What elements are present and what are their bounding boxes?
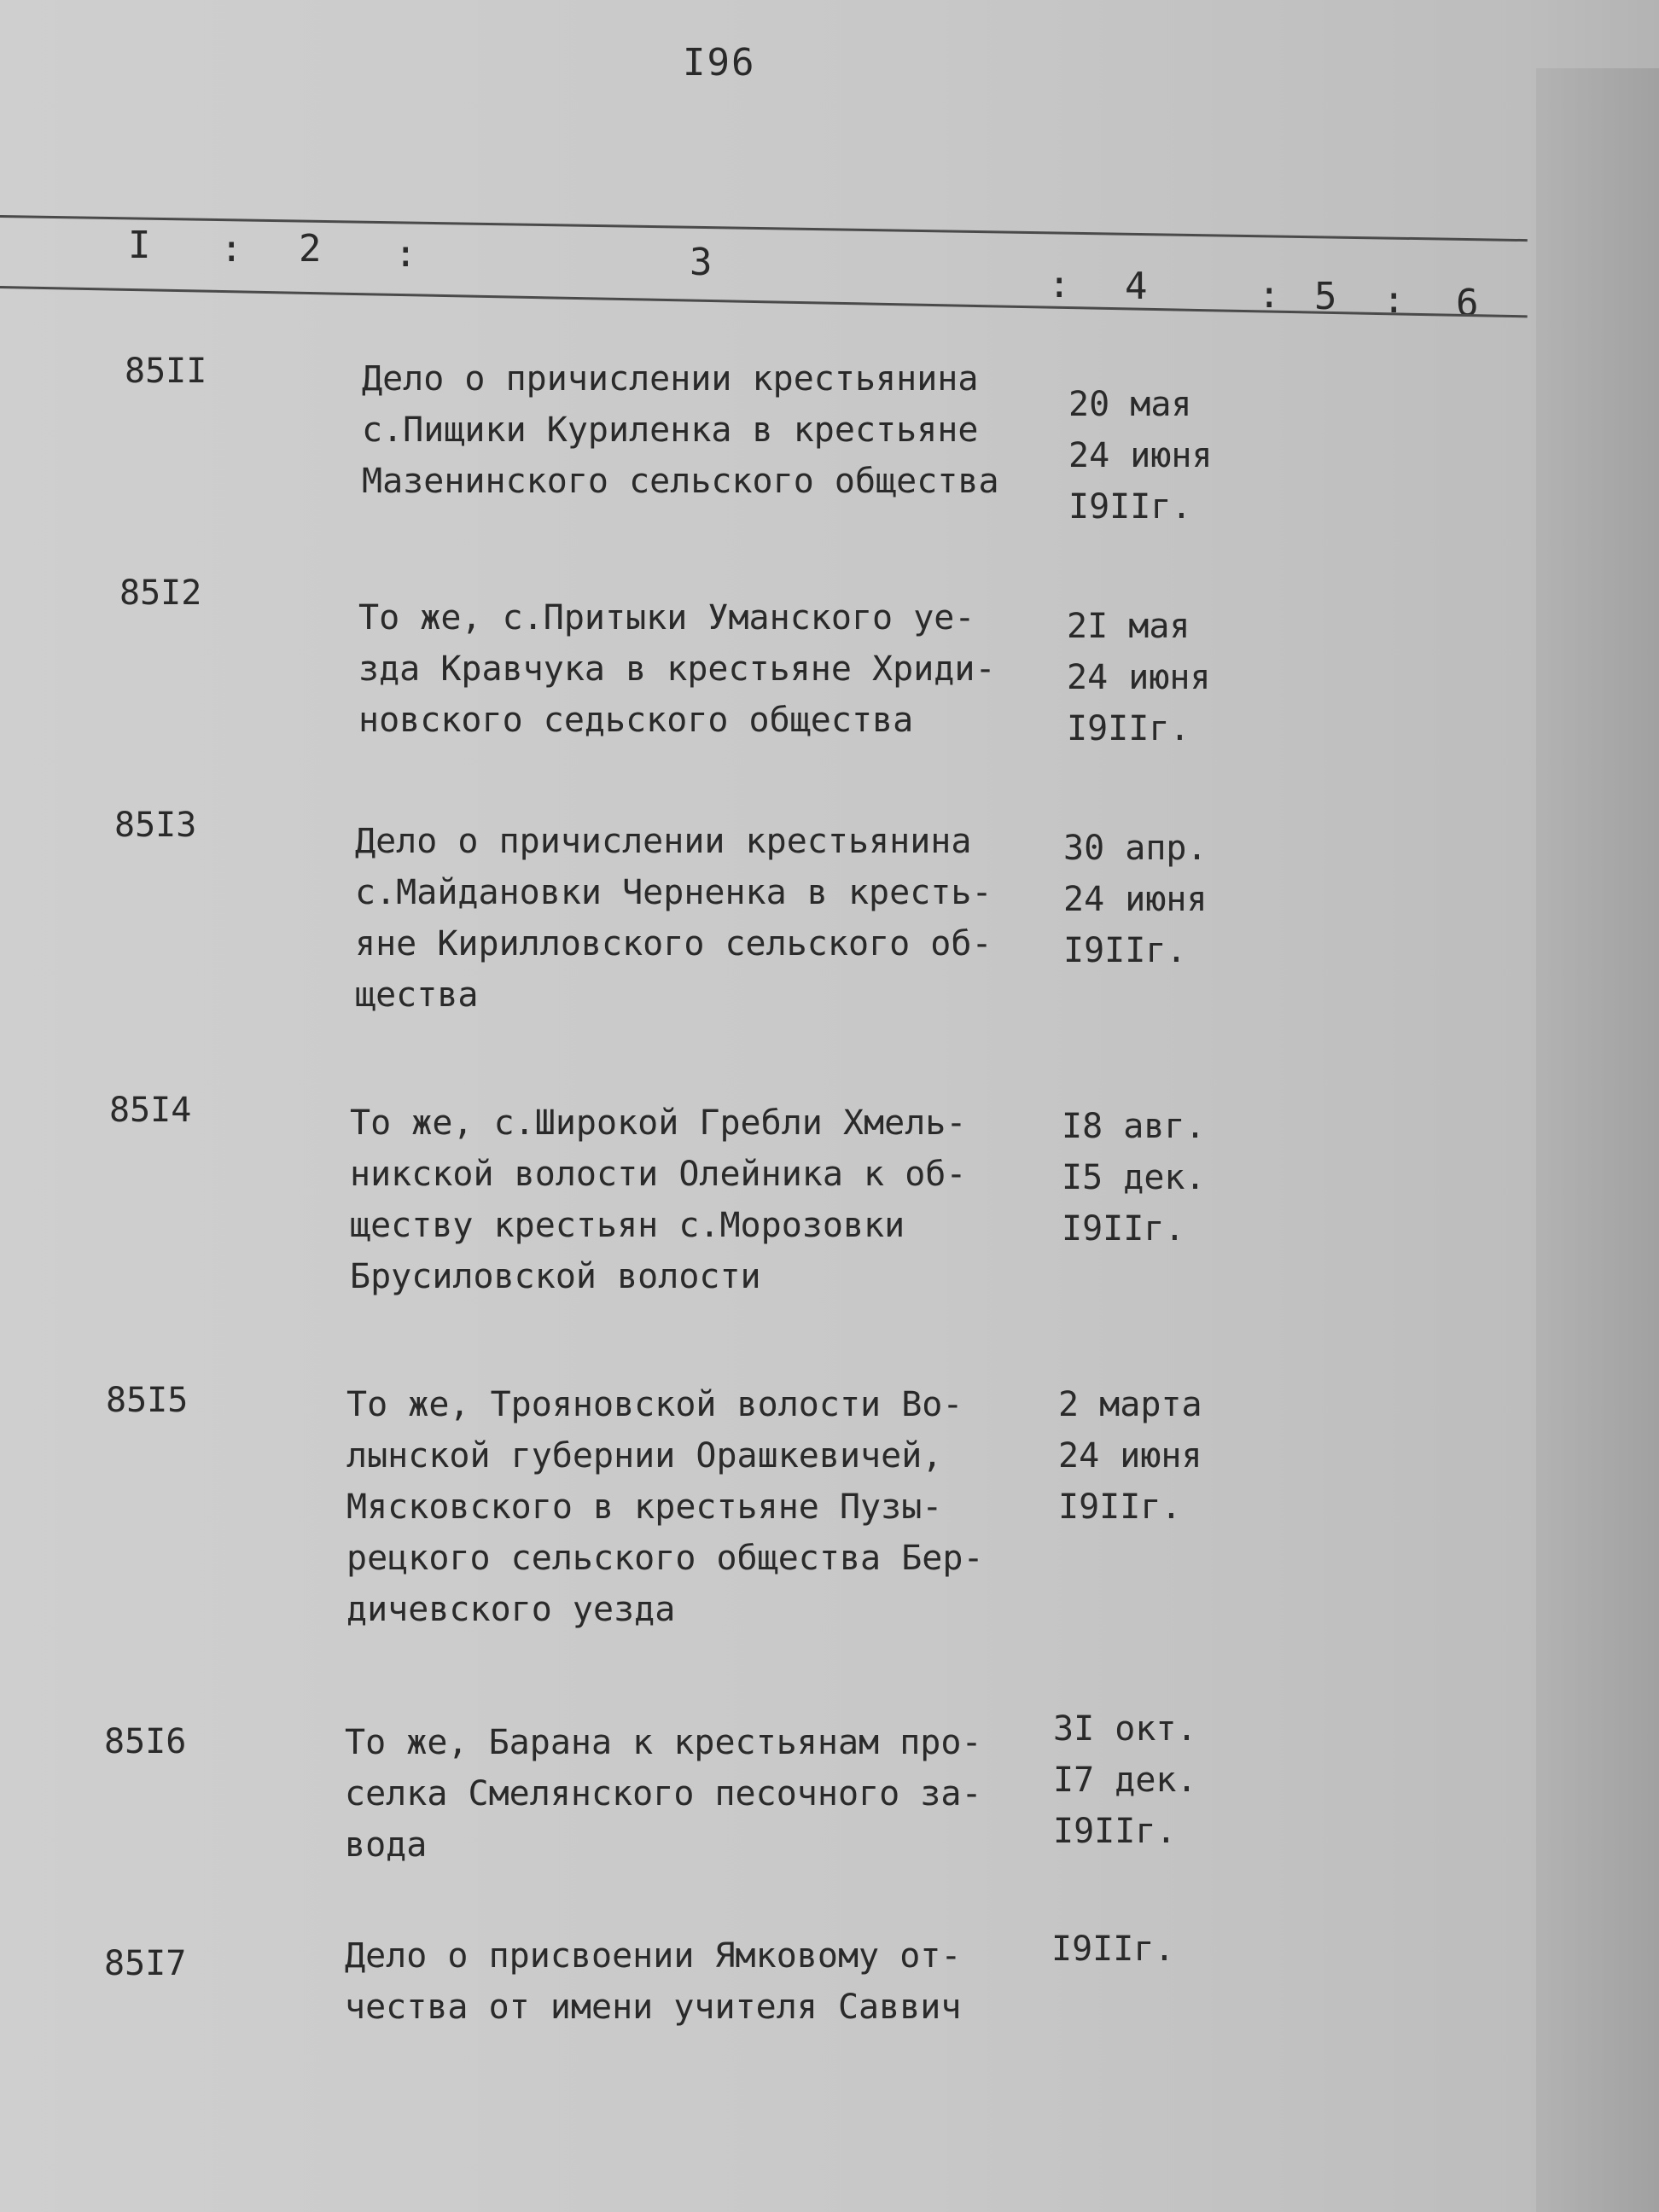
case-description: То же, Барана к крестьянам про- селка Смелянского песочного за- вода xyxy=(345,1723,982,1865)
column-header-4: 4 xyxy=(1125,265,1148,308)
case-number: 85I7 xyxy=(104,1944,187,1983)
column-header-2: 2 xyxy=(299,227,322,271)
column-header-3: 3 xyxy=(690,241,713,284)
case-dates: 20 мая 24 июня I9IIг. xyxy=(1068,385,1213,527)
column-separator: : xyxy=(1382,278,1406,322)
case-dates: 2 марта 24 июня I9IIг. xyxy=(1058,1385,1202,1527)
case-description: То же, с.Притыки Уманского уе- зда Кравчука в крестьяне Хриди- новского седьского общества xyxy=(358,598,996,740)
column-separator: : xyxy=(220,227,243,271)
case-description: То же, Трояновской волости Во- лынской губернии Орашкевичей, Мясковского в крестьяне Пузы- рецкого сельского общества Бер- дичевского уезда xyxy=(346,1385,984,1629)
case-number: 85I4 xyxy=(109,1091,192,1130)
column-header-1: I xyxy=(128,224,151,267)
case-dates: 3I окт. I7 дек. I9IIг. xyxy=(1053,1709,1197,1851)
page-number: I96 xyxy=(683,41,756,84)
column-header-5: 5 xyxy=(1314,275,1337,318)
column-separator: : xyxy=(1258,273,1281,317)
column-separator: : xyxy=(1048,263,1071,306)
case-number: 85I6 xyxy=(104,1722,187,1761)
column-header-6: 6 xyxy=(1456,282,1479,325)
case-number: 85II xyxy=(125,352,207,391)
case-description: Дело о причислении крестьянина с.Пищики Куриленка в крестьяне Мазенинского сельского общества xyxy=(362,359,999,501)
case-description: То же, с.Широкой Гребли Хмель- никской волости Олейника к об- ществу крестьян с.Морозовки Брусиловской волости xyxy=(350,1103,967,1296)
column-separator: : xyxy=(394,232,417,276)
header-rule-bottom xyxy=(0,286,1528,317)
case-dates: I8 авг. I5 дек. I9IIг. xyxy=(1062,1107,1206,1249)
case-description: Дело о причислении крестьянина с.Майдановки Черненка в кресть- яне Кирилловского сельского об- щества xyxy=(355,822,992,1015)
case-dates: 2I мая 24 июня I9IIг. xyxy=(1067,607,1211,748)
case-description: Дело о присвоении Ямковому от- чества от имени учителя Саввич xyxy=(345,1936,962,2027)
page-edge-shadow xyxy=(1536,68,1659,2212)
case-dates: 30 апр. 24 июня I9IIг. xyxy=(1063,829,1208,970)
case-number: 85I5 xyxy=(106,1381,189,1420)
case-dates: I9IIг. xyxy=(1051,1930,1175,1969)
case-number: 85I2 xyxy=(119,573,202,613)
case-number: 85I3 xyxy=(114,806,197,845)
